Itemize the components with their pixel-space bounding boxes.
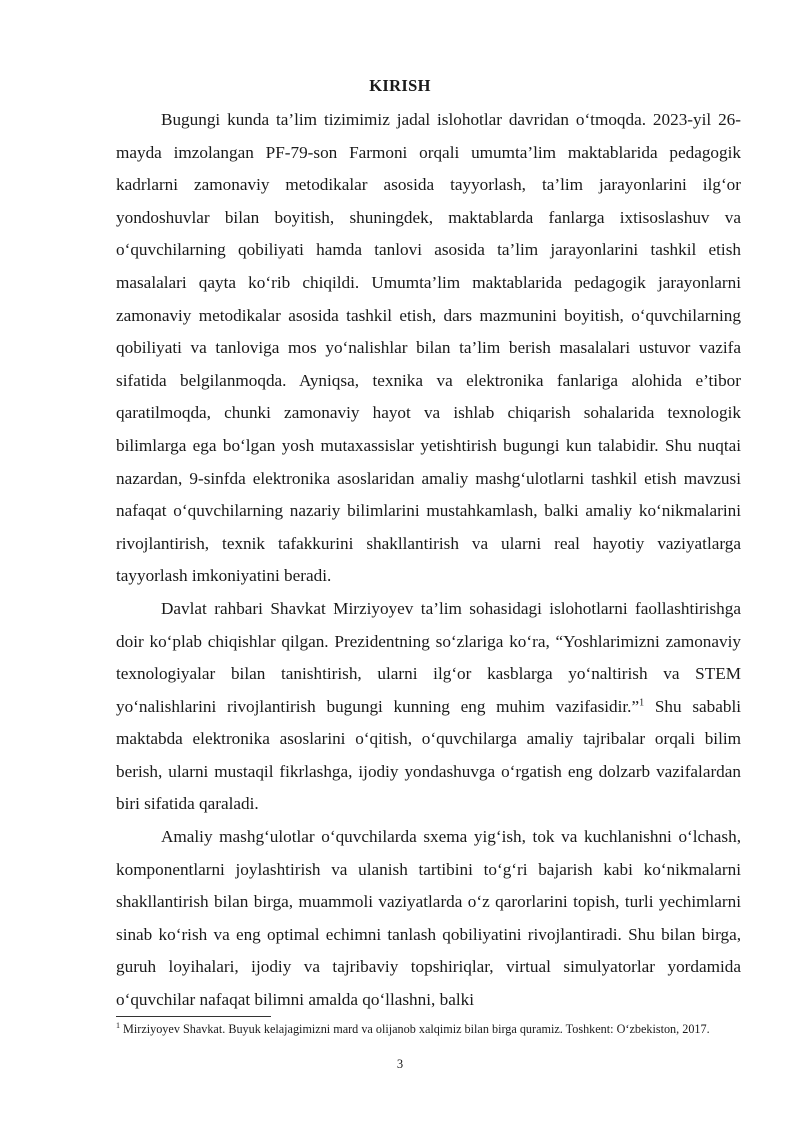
footnote-number: 1 [116, 1020, 120, 1030]
page-number: 3 [396, 1057, 404, 1071]
section-title: KIRISH [369, 76, 431, 95]
paragraph-2-text-after-ref: Shu sababli maktabda elektronika asoslarini o‘qitish, o‘quvchilarga amaliy tajribalar orqali bilim berish, ularni mustaqil fikrlashga, ijodiy yondashuvga o‘rgatish eng dolzarb vazifalardan biri sifatida qaraladi. [116, 696, 741, 814]
paragraph-1: Bugungi kunda ta’lim tizimimiz jadal islohotlar davridan o‘tmoqda. 2023-yil 26-mayda imzolangan PF-79-son Farmoni orqali umumta’lim maktablarida pedagogik kadrlarni zamonaviy metodikalar asosida tayyorlash, ta’lim jarayonlarini ilg‘or yondoshuvlar bilan boyitish, shuningdek, maktablarda fanlarga ixtisoslashuv va o‘quvchilarning qobiliyati hamda tanlovi asosida ta’lim jarayonlarini tashkil etish masalalari qayta ko‘rib chiqildi. Umumta’lim maktablarida pedagogik jarayonlarni zamonaviy metodikalar asosida tashkil etish, dars mazmunini boyitish, o‘quvchilarning qobiliyati va tanloviga mos yo‘nalishlar bilan ta’lim berish masalalari ustuvor vazifa sifatida belgilanmoqda. Ayniqsa, texnika va elektronika fanlariga alohida e’tibor qaratilmoqda, chunki zamonaviy hayot va ishlab chiqarish sohalarida texnologik bilimlarga ega bo‘lgan yosh mutaxassislar yetishtirish bugungi kun talabidir. Shu nuqtai nazardan, 9-sinfda elektronika asoslaridan amaliy mashg‘ulotlarni tashkil etish mavzusi nafaqat o‘quvchilarning nazariy bilimlarini mustahkamlash, balki amaliy ko‘nikmalarini rivojlantirish, texnik tafakkurini shakllantirish va ularni real hayotiy vaziyatlarga tayyorlash imkoniyatini beradi. [116, 110, 741, 586]
body-text [116, 104, 741, 1017]
footnote-text: Mirziyoyev Shavkat. Buyuk kelajagimizni mard va olijanob xalqimiz bilan birga quramiz. Toshkent: O‘zbekiston, 2017. [120, 1022, 710, 1036]
paragraph-2 [116, 593, 741, 821]
paragraph-3: Amaliy mashg‘ulotlar o‘quvchilarda sxema yig‘ish, tok va kuchlanishni o‘lchash, komponentlarni joylashtirish va ulanish tartibini to‘g‘ri bajarish kabi ko‘nikmalarni shakllantirish bilan birga, muammoli vaziyatlarda o‘z qarorlarini topish, turli yechimlarni sinab ko‘rish va eng optimal echimni tanlash qobiliyatini rivojlantiradi. Shu bilan birga, guruh loyihalari, ijodiy va tajribaviy topshiriqlar, virtual simulyatorlar yordamida o‘quvchilar nafaqat bilimni amalda qo‘llashni, balki [116, 827, 741, 1010]
footnote-separator [116, 1016, 271, 1017]
paragraph-2-text-before-ref: Davlat rahbari Shavkat Mirziyoyev ta’lim sohasidagi islohotlarni faollashtirishga doir ko‘plab chiqishlar qilgan. Prezidentning so‘zlariga ko‘ra, “Yoshlarimizni zamonaviy texnologiyalar bilan tanishtirish, ularni ilg‘or kasblarga yo‘naltirish va STEM yo‘nalishlarini rivojlantirish bugungi kunning eng muhim vazifasidir.” [116, 598, 741, 716]
footnote [116, 1021, 741, 1037]
footnote-reference: 1 [639, 696, 645, 708]
